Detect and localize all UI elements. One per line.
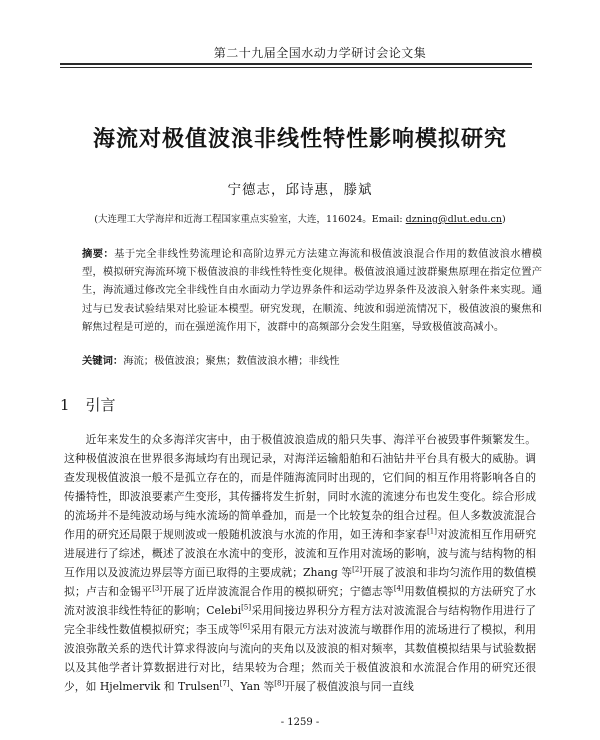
section-number: 1 <box>60 396 70 414</box>
keywords-label: 关键词： <box>82 355 124 367</box>
citation-ref-1[interactable]: [1] <box>427 527 437 536</box>
citation-ref-4[interactable]: [4] <box>393 584 404 593</box>
abstract-text: 基于完全非线性势流理论和高阶边界元方法建立海流和极值波浪混合作用的数值波浪水槽模型，模拟研究海流环境下极值波浪的非线性特性变化规律。极值波浪通过波群聚焦原理在指定位置产生，海流通过修改完全非线性自由水面动力学边界条件和运动学边界条件及波浪入射条件来实现。通过与已发表试验结果对比验证本模型。研究发现，在顺流、纯波和弱逆流情况下，极值波浪的聚焦和解焦过程是可逆的，而在强逆流作用下，波群中的高频部分会发生阻塞，导致极值波高减小。 <box>82 248 543 333</box>
body-text-3: 开展了波浪和非均匀流作用的数值模拟；卢吉和金锡平 <box>64 566 536 598</box>
abstract-label: 摘要： <box>82 248 115 260</box>
citation-ref-5[interactable]: [5] <box>241 603 252 612</box>
body-text-1: 近年来发生的众多海洋灾害中，由于极值波浪造成的船只失事、海洋平台被毁事件频繁发生。这种极值波浪在世界很多海域均有出现记录，对海洋运输船舶和石油钻井平台具有极大的威胁。调查发现极值波浪一般不是孤立存在的，而是伴随海流同时出现的，它们间的相互作用将影响各自的传播特性，即波浪要素产生变形，其传播将发生折射，同时水流的流速分布也发生变化。综合形成的流场并不是纯波动场与纯水流场的简单叠加，而是一个比较复杂的组合过程。但人多数波流混合作用的研究还局限于规则波或一般随机波浪与水流的作用，如王涛和李家春 <box>64 433 536 541</box>
running-header: 第二十九届全国水动力学研讨会论文集 <box>213 46 427 60</box>
affiliation <box>40 211 560 225</box>
introduction-paragraph <box>64 430 536 696</box>
body-text-6: 采用间接边界积分方程方法对波流混合与结构物作用进行了完全非线性数值模拟研究；李玉成等 <box>64 604 536 636</box>
body-text-2: 对波流相互作用研究进展进行了综述，概述了波浪在水流中的变形，波流和互作用对流场的影响，波与流与结构物的相互作用以及波流边界层等方面已取得的主要成就；Zhang 等 <box>64 528 537 579</box>
header-rule-thin <box>60 67 532 68</box>
affiliation-close: ) <box>501 214 506 225</box>
keywords-text: 海流；极值波浪；聚焦；数值波浪水槽；非线性 <box>123 355 340 367</box>
body-text-4: 开展了近岸波流混合作用的模拟研究；宁德志等 <box>162 585 394 598</box>
header-rule <box>60 63 532 65</box>
citation-ref-7[interactable]: [7] <box>219 679 230 688</box>
body-text-7: 采用有限元方法对波流与墩群作用的流场进行了模拟，利用波浪弥散关系的迭代计算求得波向与流向的夹角以及波浪的相对频率，其数值模拟结果与试验数据以及其他学者计算数据进行对比，结果较为合理；然而关于极值波浪和水流混合作用的研究还很少，如 Hjelmervik 和 Trulsen <box>64 623 536 693</box>
section-title: 引言 <box>85 396 116 414</box>
citation-ref-3[interactable]: [3] <box>152 584 163 593</box>
author-email-link[interactable]: dzning@dlut.edu.cn <box>405 214 502 225</box>
paper-title: 海流对极值波浪非线性特性影响模拟研究 <box>92 127 507 152</box>
section-heading-introduction <box>60 394 116 415</box>
abstract <box>82 245 542 336</box>
keywords <box>82 352 542 367</box>
page-number: - 1259 - <box>280 717 320 728</box>
citation-ref-2[interactable]: [2] <box>352 565 363 574</box>
citation-ref-6[interactable]: [6] <box>240 622 250 631</box>
body-text-5: 用数值模拟的方法研究了水流对波浪非线性特征的影响；Celebi <box>64 585 537 617</box>
body-text-8: 、Yan 等 <box>229 680 275 693</box>
citation-ref-8[interactable]: [8] <box>274 679 285 688</box>
body-text-9: 开展了极值波浪与同一直线 <box>284 680 414 693</box>
affiliation-text: (大连理工大学海岸和近海工程国家重点实验室，大连，116024。Email: <box>94 214 406 225</box>
author-list: 宁德志，邱诗惠，滕斌 <box>227 182 373 198</box>
